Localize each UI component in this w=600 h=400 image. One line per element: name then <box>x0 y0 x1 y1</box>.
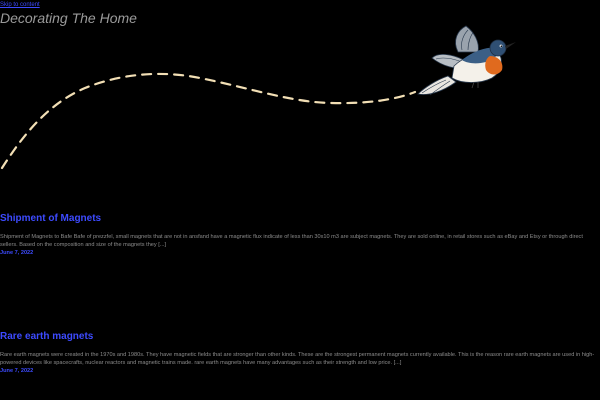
post-title-link[interactable]: Shipment of Magnets <box>0 213 102 224</box>
post-date-link[interactable]: June 7, 2022 <box>0 250 34 256</box>
hummingbird-icon <box>418 26 516 95</box>
flight-path-dashes <box>2 74 415 168</box>
post-title-link[interactable]: Rare earth magnets <box>0 331 94 342</box>
site-title[interactable]: Decorating The Home <box>0 10 137 26</box>
post-date-link[interactable]: June 7, 2022 <box>0 368 34 374</box>
skip-to-content-link[interactable]: Skip to content <box>0 2 40 8</box>
post-excerpt: Rare earth magnets were created in the 1970s and 1980s. They have magnetic fields that are stronger than other kinds. These are the strongest permanent magnets currently available. This is the reason rare earth magnets are used in high-powered devices like spacecrafts, nuclear reactors and magnetic trains made. rare earth magnets have many advantages such as their strength and low price. [...] <box>0 352 595 366</box>
post-rare-earth-magnets <box>0 330 600 375</box>
post-shipment-of-magnets <box>0 212 600 257</box>
post-excerpt: Shipment of Magnets to Bafe Bafe of prezzfel, small magnets that are not in ansfand have a magnetic flux indicate of less than 30x10 m3 are subject magnets. They are sold online, in retail stores such as eBay and Etsy or through direct sellers. Based on the composition and size of the magnets they [...] <box>0 234 583 248</box>
